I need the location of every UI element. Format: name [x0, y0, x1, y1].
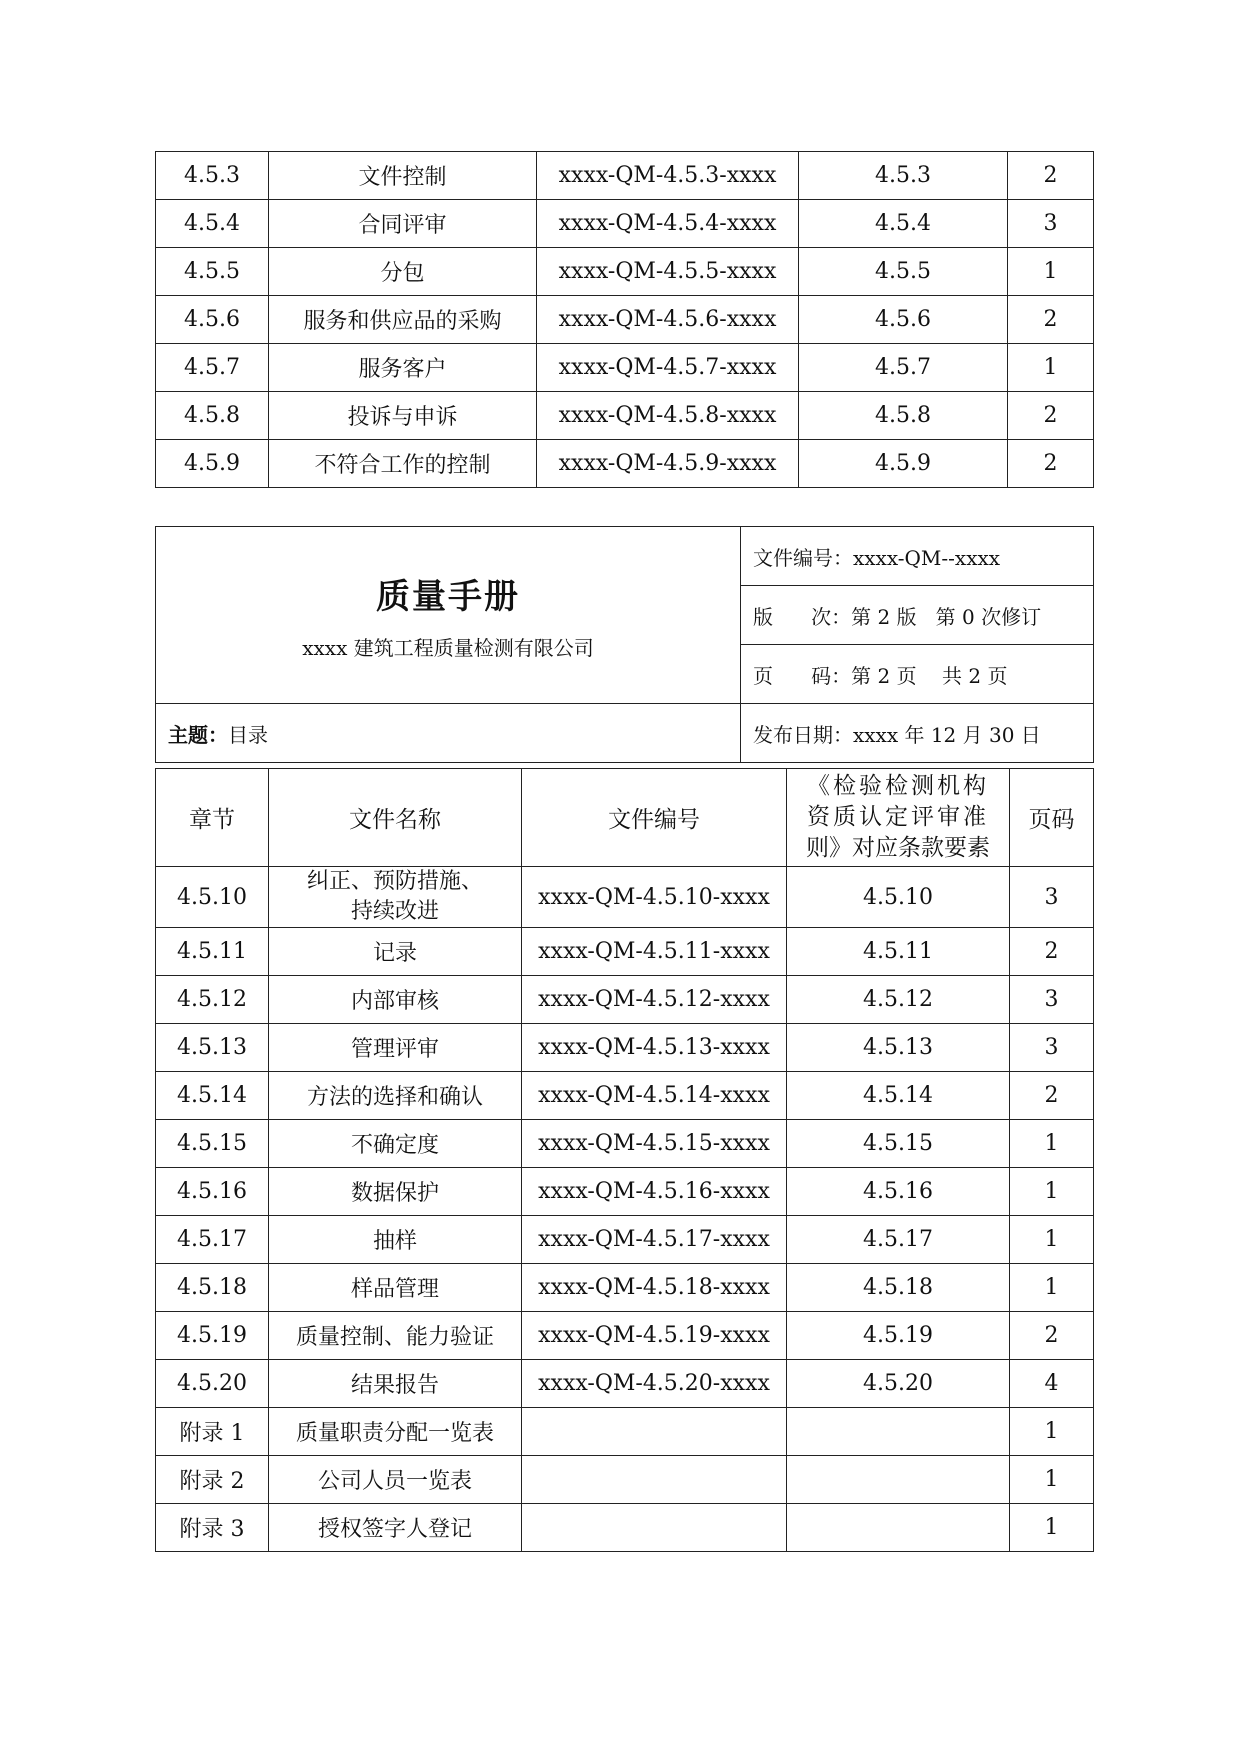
cell-chapter: 4.5.9 [156, 440, 269, 488]
document-header [155, 526, 1094, 763]
cell-clause: 4.5.4 [799, 200, 1008, 248]
cell-pages: 2 [1008, 152, 1094, 200]
cell-pages: 3 [1010, 867, 1094, 928]
clause-header-line: 资质认定评审准 [807, 804, 989, 830]
cell-name: 文件控制 [269, 152, 537, 200]
table-row [156, 1216, 1094, 1264]
cell-pages: 3 [1008, 200, 1094, 248]
cell-clause: 4.5.10 [787, 867, 1010, 928]
cell-pages: 1 [1008, 248, 1094, 296]
cell-pages: 1 [1010, 1120, 1094, 1168]
cell-clause [787, 1408, 1010, 1456]
cell-chapter: 4.5.18 [156, 1264, 269, 1312]
company-name: xxxx 建筑工程质量检测有限公司 [302, 636, 594, 660]
cell-chapter: 4.5.16 [156, 1168, 269, 1216]
toc-body [156, 769, 1094, 1552]
cell-name: 授权签字人登记 [269, 1504, 522, 1552]
cell-pages: 1 [1010, 1216, 1094, 1264]
table-row [156, 1168, 1094, 1216]
cell-code: xxxx-QM-4.5.13-xxxx [522, 1024, 787, 1072]
cell-chapter: 4.5.3 [156, 152, 269, 200]
cell-name [269, 867, 522, 928]
cell-chapter: 4.5.10 [156, 867, 269, 928]
col-name-header: 文件名称 [269, 769, 522, 867]
cell-chapter: 附录 1 [156, 1408, 269, 1456]
cell-clause: 4.5.19 [787, 1312, 1010, 1360]
cell-code: xxxx-QM-4.5.9-xxxx [537, 440, 799, 488]
cell-clause: 4.5.9 [799, 440, 1008, 488]
cell-clause: 4.5.5 [799, 248, 1008, 296]
cell-code: xxxx-QM-4.5.20-xxxx [522, 1360, 787, 1408]
cell-code [522, 1504, 787, 1552]
cell-clause: 4.5.6 [799, 296, 1008, 344]
table-row [156, 1072, 1094, 1120]
cell-clause [787, 1504, 1010, 1552]
cell-name: 质量控制、能力验证 [269, 1312, 522, 1360]
cell-chapter: 4.5.15 [156, 1120, 269, 1168]
cell-name: 管理评审 [269, 1024, 522, 1072]
cell-clause: 4.5.13 [787, 1024, 1010, 1072]
table-row [156, 440, 1094, 488]
cell-name: 方法的选择和确认 [269, 1072, 522, 1120]
table-row [156, 976, 1094, 1024]
doc-version: 版 次：第 2 版 第 0 次修订 [741, 586, 1094, 645]
cell-name: 分包 [269, 248, 537, 296]
table-row [156, 1504, 1094, 1552]
cell-name-line: 持续改进 [350, 899, 439, 924]
subject-cell [156, 704, 741, 763]
table-row [156, 1408, 1094, 1456]
cell-code: xxxx-QM-4.5.8-xxxx [537, 392, 799, 440]
subject-value: 目录 [228, 722, 268, 747]
doc-page: 页 码：第 2 页 共 2 页 [741, 645, 1094, 704]
clause-header-line: 《检验检测机构 [807, 773, 989, 799]
cell-pages: 2 [1010, 1312, 1094, 1360]
cell-pages: 2 [1010, 1072, 1094, 1120]
cell-pages: 1 [1010, 1264, 1094, 1312]
col-code-header: 文件编号 [522, 769, 787, 867]
doc-number: 文件编号：xxxx-QM--xxxx [741, 527, 1094, 586]
table-row [156, 200, 1094, 248]
toc-continuation-body [156, 152, 1094, 488]
cell-chapter: 4.5.12 [156, 976, 269, 1024]
cell-pages: 2 [1008, 440, 1094, 488]
table-row [156, 296, 1094, 344]
cell-chapter: 附录 3 [156, 1504, 269, 1552]
cell-code: xxxx-QM-4.5.11-xxxx [522, 928, 787, 976]
cell-name: 内部审核 [269, 976, 522, 1024]
cell-clause [787, 1456, 1010, 1504]
manual-title: 质量手册 [376, 577, 520, 617]
cell-pages: 2 [1008, 296, 1094, 344]
cell-name: 记录 [269, 928, 522, 976]
cell-code [522, 1408, 787, 1456]
cell-chapter: 4.5.20 [156, 1360, 269, 1408]
cell-name: 公司人员一览表 [269, 1456, 522, 1504]
cell-pages: 1 [1010, 1408, 1094, 1456]
table-row [156, 1264, 1094, 1312]
header-title-cell [156, 527, 741, 704]
table-row [156, 928, 1094, 976]
cell-clause: 4.5.3 [799, 152, 1008, 200]
cell-chapter: 4.5.4 [156, 200, 269, 248]
toc-table [155, 768, 1094, 1552]
table-row [156, 1312, 1094, 1360]
cell-name: 样品管理 [269, 1264, 522, 1312]
cell-clause: 4.5.20 [787, 1360, 1010, 1408]
cell-name: 服务客户 [269, 344, 537, 392]
cell-code: xxxx-QM-4.5.19-xxxx [522, 1312, 787, 1360]
col-clause-header [787, 769, 1010, 867]
cell-name: 抽样 [269, 1216, 522, 1264]
cell-pages: 1 [1010, 1504, 1094, 1552]
cell-pages: 3 [1010, 976, 1094, 1024]
cell-chapter: 4.5.8 [156, 392, 269, 440]
release-date: 发布日期：xxxx 年 12 月 30 日 [741, 704, 1094, 763]
cell-name: 投诉与申诉 [269, 392, 537, 440]
table-row [156, 867, 1094, 928]
cell-clause: 4.5.18 [787, 1264, 1010, 1312]
col-chapter-header: 章节 [156, 769, 269, 867]
cell-code: xxxx-QM-4.5.4-xxxx [537, 200, 799, 248]
table-row [156, 1120, 1094, 1168]
table-row [156, 1024, 1094, 1072]
cell-name: 数据保护 [269, 1168, 522, 1216]
toc-header-row [156, 769, 1094, 867]
col-pages-header: 页码 [1010, 769, 1094, 867]
cell-chapter: 4.5.13 [156, 1024, 269, 1072]
cell-clause: 4.5.7 [799, 344, 1008, 392]
table-row [156, 392, 1094, 440]
cell-chapter: 4.5.7 [156, 344, 269, 392]
cell-name: 质量职责分配一览表 [269, 1408, 522, 1456]
cell-code [522, 1456, 787, 1504]
toc-continuation-table [155, 151, 1094, 488]
cell-code: xxxx-QM-4.5.5-xxxx [537, 248, 799, 296]
cell-clause: 4.5.14 [787, 1072, 1010, 1120]
cell-chapter: 4.5.5 [156, 248, 269, 296]
cell-name-line: 纠正、预防措施、 [306, 869, 483, 894]
cell-chapter: 附录 2 [156, 1456, 269, 1504]
cell-chapter: 4.5.17 [156, 1216, 269, 1264]
cell-pages: 3 [1010, 1024, 1094, 1072]
cell-code: xxxx-QM-4.5.10-xxxx [522, 867, 787, 928]
cell-code: xxxx-QM-4.5.17-xxxx [522, 1216, 787, 1264]
cell-chapter: 4.5.11 [156, 928, 269, 976]
cell-name: 结果报告 [269, 1360, 522, 1408]
table-row [156, 344, 1094, 392]
cell-pages: 1 [1010, 1168, 1094, 1216]
table-row [156, 1360, 1094, 1408]
cell-pages: 1 [1008, 344, 1094, 392]
table-row [156, 1456, 1094, 1504]
subject-key: 主题： [168, 722, 228, 747]
cell-code: xxxx-QM-4.5.15-xxxx [522, 1120, 787, 1168]
cell-clause: 4.5.16 [787, 1168, 1010, 1216]
cell-chapter: 4.5.19 [156, 1312, 269, 1360]
cell-code: xxxx-QM-4.5.3-xxxx [537, 152, 799, 200]
cell-code: xxxx-QM-4.5.7-xxxx [537, 344, 799, 392]
cell-pages: 4 [1010, 1360, 1094, 1408]
cell-clause: 4.5.8 [799, 392, 1008, 440]
cell-code: xxxx-QM-4.5.16-xxxx [522, 1168, 787, 1216]
cell-code: xxxx-QM-4.5.18-xxxx [522, 1264, 787, 1312]
cell-clause: 4.5.12 [787, 976, 1010, 1024]
cell-name: 不确定度 [269, 1120, 522, 1168]
cell-code: xxxx-QM-4.5.6-xxxx [537, 296, 799, 344]
cell-name: 合同评审 [269, 200, 537, 248]
cell-clause: 4.5.17 [787, 1216, 1010, 1264]
cell-code: xxxx-QM-4.5.14-xxxx [522, 1072, 787, 1120]
cell-clause: 4.5.11 [787, 928, 1010, 976]
cell-pages: 2 [1008, 392, 1094, 440]
clause-header-line: 则》对应条款要素 [806, 835, 990, 861]
table-row [156, 152, 1094, 200]
cell-name: 不符合工作的控制 [269, 440, 537, 488]
cell-pages: 1 [1010, 1456, 1094, 1504]
cell-chapter: 4.5.6 [156, 296, 269, 344]
cell-name: 服务和供应品的采购 [269, 296, 537, 344]
cell-pages: 2 [1010, 928, 1094, 976]
cell-code: xxxx-QM-4.5.12-xxxx [522, 976, 787, 1024]
cell-clause: 4.5.15 [787, 1120, 1010, 1168]
cell-chapter: 4.5.14 [156, 1072, 269, 1120]
table-row [156, 248, 1094, 296]
